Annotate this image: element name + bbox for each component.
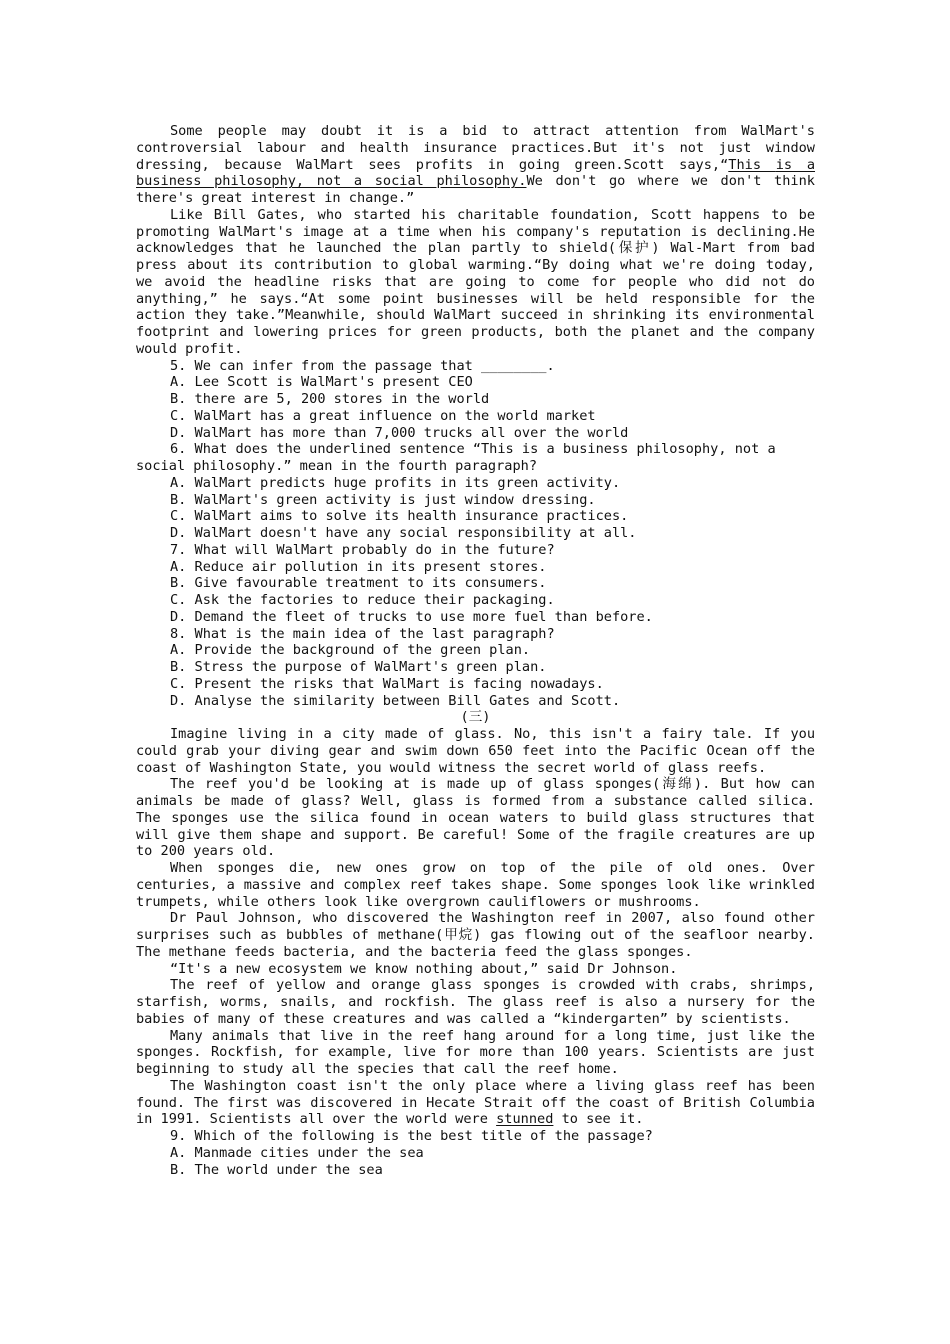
paragraph-glass-6: The reef of yellow and orange glass sponges is crowded with crabs, shrimps, starfish, worms, snails, and rockfish. The glass reef is also a nursery for the babies of many of these creatures and was called a “kindergarten” by scientists.: [136, 977, 815, 1027]
paragraph-glass-2: The reef you'd be looking at is made up of glass sponges(海绵). But how can animals be made of glass? Well, glass is formed from a substance called silica. The sponges use the silica found in ocean waters to build glass structures that will give them shape and support. Be careful! Some of the fragile creatures are up to 200 years old.: [136, 776, 815, 860]
question-stem: 6. What does the underlined sentence “This is a business philosophy, not a social philosophy.” mean in the fourth paragraph?: [136, 441, 776, 474]
option-d: D. Demand the fleet of trucks to use more fuel than before.: [170, 608, 653, 625]
option-a: A. Reduce air pollution in its present stores.: [170, 558, 547, 575]
underlined-word: stunned: [496, 1111, 554, 1128]
option-d: D. WalMart has more than 7,000 trucks all over the world: [170, 424, 629, 441]
question-9: [136, 1128, 815, 1178]
question-5: [136, 358, 815, 442]
question-stem: 9. Which of the following is the best title of the passage?: [170, 1128, 653, 1144]
option-b: B. The world under the sea: [170, 1161, 383, 1178]
question-stem: 7. What will WalMart probably do in the future?: [170, 541, 555, 558]
paragraph-walmart-4: Some people may doubt it is a bid to attract attention from WalMart's controversial labour and health insurance practices.But it's not just window dressing, because WalMart sees profits in going green.Scott says,“This is a business philosophy, not a social philosophy.We don't go where we don't think there's great interest in change.”: [136, 123, 816, 206]
option-a: A. Provide the background of the green plan.: [170, 642, 531, 659]
option-c: C. Present the risks that WalMart is facing nowadays.: [170, 675, 604, 692]
option-a: A. Manmade cities under the sea: [170, 1144, 424, 1161]
option-b: B. Stress the purpose of WalMart's green plan.: [170, 659, 547, 675]
option-c: C. WalMart has a great influence on the world market: [170, 407, 596, 424]
paragraph-glass-1: Imagine living in a city made of glass. No, this isn't a fairy tale. If you could grab your diving gear and swim down 650 feet into the Pacific Ocean off the coast of Washington State, you would witness the secret world of glass reefs.: [136, 726, 815, 776]
document-page: [136, 123, 815, 1178]
question-7: [136, 542, 815, 626]
paragraph-glass-4: Dr Paul Johnson, who discovered the Washington reef in 2007, also found other surprises such as bubbles of methane(甲烷) gas flowing out of the seafloor nearby. The methane feeds bacteria, and the bacteria feed the glass sponges.: [136, 910, 815, 960]
option-a: A. WalMart predicts huge profits in its green activity.: [170, 474, 621, 491]
question-stem: 5. We can infer from the passage that ________.: [170, 357, 555, 374]
underlined-sentence: This: [728, 156, 776, 173]
paragraph-glass-3: When sponges die, new ones grow on top of the pile of old ones. Over centuries, a massive and complex reef takes shape. Some sponges look like wrinkled trumpets, while others look like overgrown cauliflowers or mushrooms.: [136, 860, 815, 910]
paragraph-glass-5: “It's a new ecosystem we know nothing about,” said Dr Johnson.: [170, 960, 678, 977]
option-c: C. WalMart aims to solve its health insurance practices.: [170, 508, 629, 525]
paragraph-walmart-5: Like Bill Gates, who started his charitable foundation, Scott happens to be promoting WalMart's image at a time when his company's reputation is declining.He acknowledges that he launched the plan partly to shield(保护) Wal-Mart from bad press about its contribution to global warming.“By doing what we're doing today, we avoid the headline risks that are going to come for people who did not do anything,” he says.“At some point businesses will be held responsible for the action they take.”Meanwhile, should WalMart succeed in shrinking its environmental footprint and lowering prices for green products, both the planet and the company would profit.: [136, 206, 815, 357]
question-8: [136, 626, 815, 710]
paragraph-glass-8: The Washington coast isn't the only place where a living glass reef has been found. The first was discovered in Hecate Strait off the coast of British Columbia in 1991. Scientists all over the world were stunned to see it.: [136, 1077, 815, 1128]
option-d: D. Analyse the similarity between Bill Gates and Scott.: [170, 692, 621, 709]
option-b: B. WalMart's green activity is just window dressing.: [170, 491, 596, 508]
paragraph-glass-7: Many animals that live in the reef hang around for a long time, just like the sponges. Rockfish, for example, live for more than 100 years. Scientists are just beginning to study all the species that call the reef home.: [136, 1027, 815, 1077]
option-d: D. WalMart doesn't have any social responsibility at all.: [170, 525, 637, 541]
question-6: [136, 441, 815, 542]
option-c: C. Ask the factories to reduce their packaging.: [170, 592, 555, 608]
option-b: B. Give favourable treatment to its consumers.: [170, 575, 547, 592]
option-a: A. Lee Scott is WalMart's present CEO: [170, 374, 473, 391]
question-stem: 8. What is the main idea of the last paragraph?: [170, 625, 555, 642]
option-b: B. there are 5, 200 stores in the world: [170, 391, 490, 407]
underlined-sentence-cont: is a business philosophy, not a social philosophy.: [136, 156, 816, 190]
section-heading: (三): [460, 709, 491, 726]
